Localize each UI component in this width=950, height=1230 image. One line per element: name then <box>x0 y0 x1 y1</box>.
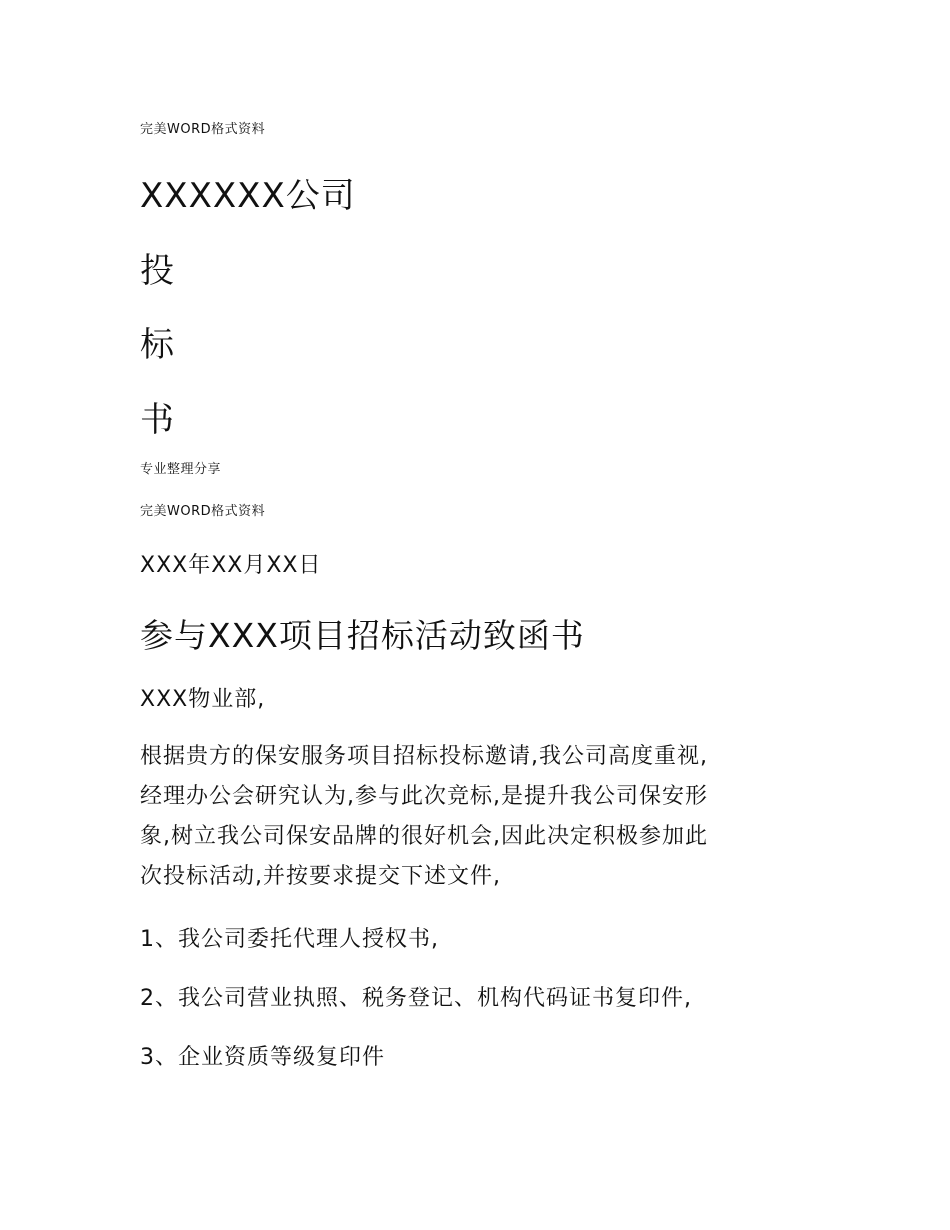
cover-char-shu: 书 <box>140 400 175 440</box>
header-note-second: 完美WORD格式资料 <box>140 504 266 519</box>
company-title: XXXXXX公司 <box>140 176 356 216</box>
footer-note: 专业整理分享 <box>140 462 222 477</box>
cover-char-biao: 标 <box>140 325 175 365</box>
cover-char-tou: 投 <box>140 251 175 291</box>
paragraph-line: 根据贵方的保安服务项目招标投标邀请,我公司高度重视, <box>140 744 708 769</box>
letter-title: 参与XXX项目招标活动致函书 <box>140 616 585 655</box>
paragraph-line: 次投标活动,并按要求提交下述文件, <box>140 864 501 889</box>
header-note: 完美WORD格式资料 <box>140 122 266 137</box>
list-item-3: 3、企业资质等级复印件 <box>140 1045 385 1070</box>
salutation: XXX物业部, <box>140 687 266 712</box>
body-paragraph <box>140 737 820 897</box>
list-item-1: 1、我公司委托代理人授权书, <box>140 927 439 952</box>
paragraph-line: 象,树立我公司保安品牌的很好机会,因此决定积极参加此 <box>140 824 708 849</box>
date-line: XXX年XX月XX日 <box>140 553 322 578</box>
paragraph-line: 经理办公会研究认为,参与此次竞标,是提升我公司保安形 <box>140 784 708 809</box>
list-item-2: 2、我公司营业执照、税务登记、机构代码证书复印件, <box>140 986 692 1011</box>
